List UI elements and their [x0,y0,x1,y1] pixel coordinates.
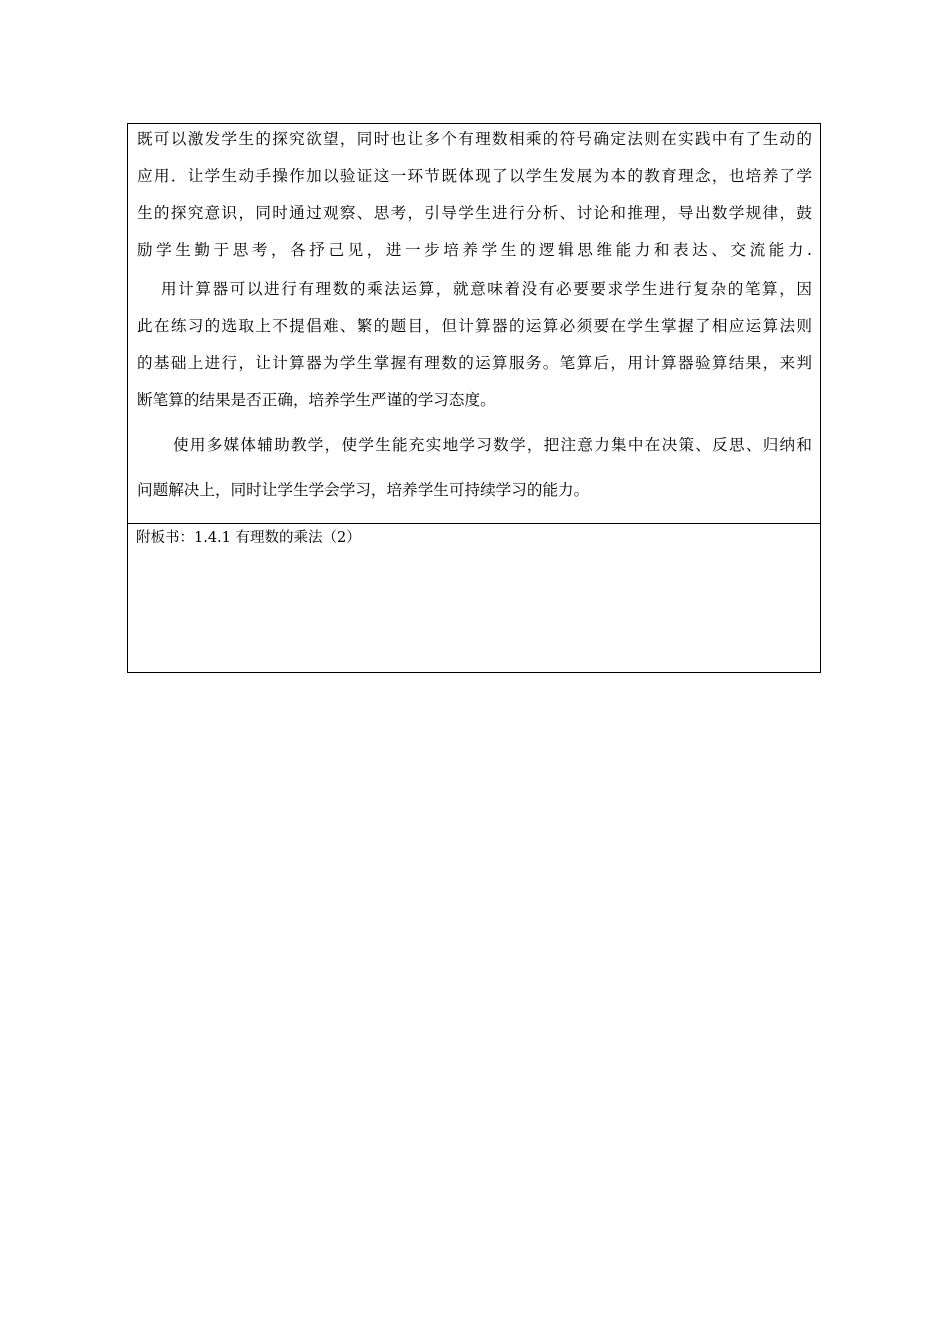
reflection-line: 生的探究意识，同时通过观察、思考，引导学生进行分析、讨论和推理，导出数学规律，鼓 [137,204,812,222]
reflection-line: 问题解决上，同时让学生学会学习，培养学生可持续学习的能力。 [137,481,590,499]
lesson-table [127,123,821,673]
board-cell [128,524,820,672]
reflection-line: 既可以激发学生的探究欲望，同时也让多个有理数相乘的符号确定法则在实践中有了生动的 [137,130,812,148]
reflection-cell [128,124,820,524]
reflection-line: 此在练习的选取上不提倡难、繁的题目，但计算器的运算必须要在学生掌握了相应运算法则 [137,317,812,335]
reflection-line: 断笔算的结果是否正确，培养学生严谨的学习态度。 [137,391,496,409]
reflection-line: 用计算器可以进行有理数的乘法运算，就意味着没有必要要求学生进行复杂的笔算，因 [161,280,812,298]
reflection-line: 励学生勤于思考，各抒己见，进一步培养学生的逻辑思维能力和表达、交流能力. [137,241,812,259]
reflection-line: 应用．让学生动手操作加以验证这一环节既体现了以学生发展为本的教育理念，也培养了学 [137,167,812,185]
reflection-line: 使用多媒体辅助教学，使学生能充实地学习数学，把注意力集中在决策、反思、归纳和 [173,436,812,454]
reflection-line: 的基础上进行，让计算器为学生掌握有理数的运算服务。笔算后，用计算器验算结果，来判 [137,354,812,372]
board-title: 附板书：1.4.1 有理数的乘法（2） [136,530,361,546]
